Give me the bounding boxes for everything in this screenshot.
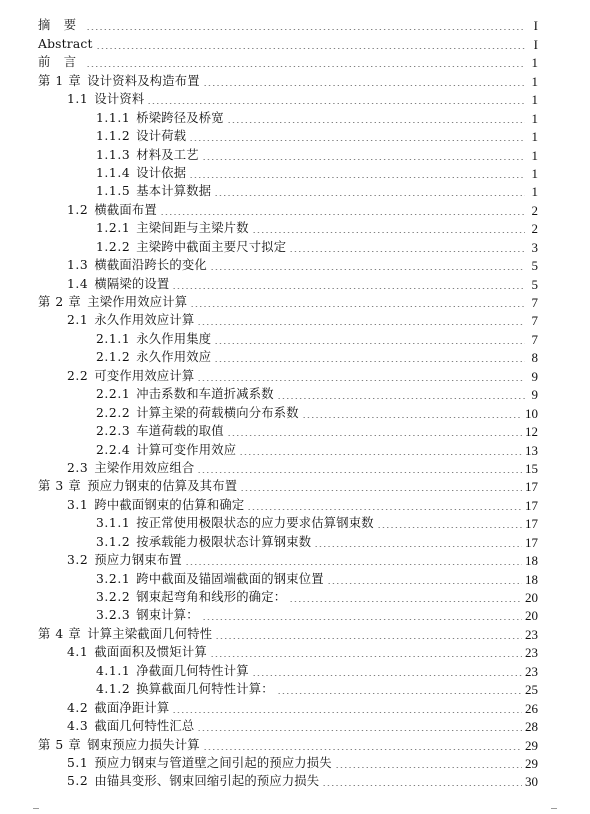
toc-entry-number: 第 2 章 [38, 295, 82, 309]
dot-leader [240, 490, 522, 491]
toc-entry[interactable] [38, 623, 538, 641]
toc-entry-number: 4.1 [67, 645, 89, 660]
toc-entry-number: 4.1.2 [96, 682, 131, 697]
toc-entry-title: 冲击系数和车道折减系数 [136, 387, 274, 402]
toc-entry-page-number: 29 [525, 737, 538, 753]
toc-entry[interactable] [38, 328, 538, 346]
toc-entry-number: 1.1.4 [96, 165, 131, 180]
toc-entry-number: 1.1.1 [96, 110, 131, 125]
toc-entry[interactable] [38, 421, 538, 439]
toc-entry-page-number: 29 [525, 755, 538, 771]
toc-entry-number: 2.2.1 [96, 387, 131, 402]
dot-leader [239, 454, 522, 455]
dot-leader [252, 675, 522, 676]
toc-entry-title: 预应力钢束的估算及其布置 [87, 479, 238, 494]
dot-leader [327, 583, 522, 584]
toc-entry-title: 桥梁跨径及桥宽 [136, 110, 224, 125]
toc-entry-title: 截面净距计算 [94, 700, 170, 715]
toc-entry-title: 换算截面几何特性计算： [136, 682, 274, 697]
toc-entry[interactable] [38, 513, 538, 531]
toc-entry[interactable] [38, 144, 538, 162]
toc-entry-title: Abstract [38, 36, 93, 51]
toc-entry-title: 跨中截面及锚固端截面的钢束位置 [136, 571, 324, 586]
toc-entry-number: 3.2 [67, 553, 89, 568]
toc-entry-title: 预应力钢束与管道壁之间引起的预应力损失 [94, 755, 332, 770]
toc-entry[interactable] [38, 605, 538, 623]
toc-entry[interactable] [38, 476, 538, 494]
toc-entry[interactable] [38, 642, 538, 660]
toc-entry-title: 截面面积及惯矩计算 [94, 645, 207, 660]
toc-entry-page-number: 5 [531, 276, 538, 292]
toc-entry-page-number: 7 [531, 331, 538, 347]
toc-entry-number: 4.3 [67, 719, 89, 734]
toc-entry-title: 车道荷载的取值 [136, 424, 224, 439]
toc-entry[interactable] [38, 550, 538, 568]
dot-leader [197, 380, 525, 381]
toc-entry[interactable] [38, 716, 538, 734]
toc-entry[interactable] [38, 33, 538, 51]
toc-entry-number: 1.1.3 [96, 147, 131, 162]
toc-entry-title: 钢束起弯角和线形的确定： [136, 590, 287, 604]
toc-entry-page-number: 28 [525, 719, 538, 735]
toc-entry-title: 预应力钢束布置 [94, 553, 182, 568]
dot-leader [210, 656, 522, 657]
toc-entry-title: 设计荷载 [136, 129, 187, 144]
toc-entry-number: 1.1 [67, 92, 89, 107]
dot-leader [203, 85, 525, 86]
toc-entry-page-number: 9 [531, 387, 538, 403]
dot-leader [197, 324, 525, 325]
toc-entry[interactable] [38, 199, 538, 217]
toc-entry-title: 横截面沿跨长的变化 [94, 258, 207, 273]
toc-entry[interactable] [38, 679, 538, 697]
toc-entry-title: 主梁跨中截面主要尺寸拟定 [136, 239, 287, 254]
toc-entry-page-number: 17 [525, 534, 538, 550]
toc-entry-number: 2.1.2 [96, 350, 131, 365]
toc-entry-page-number: 17 [525, 479, 538, 495]
dot-leader [252, 232, 525, 233]
toc-entry[interactable] [38, 255, 538, 273]
toc-entry-title: 由锚具变形、钢束回缩引起的预应力损失 [94, 774, 320, 789]
toc-entry[interactable] [38, 568, 538, 586]
toc-entry-number: 第 4 章 [38, 626, 82, 641]
toc-entry-page-number: 3 [531, 239, 538, 255]
toc-entry-page-number: 1 [531, 110, 538, 126]
toc-entry-number: 3.2.3 [96, 608, 131, 623]
toc-entry[interactable] [38, 402, 538, 420]
toc-entry-title: 计算主梁的荷载横向分布系数 [136, 405, 299, 420]
toc-entry-number: 1.1.2 [96, 129, 131, 144]
toc-entry[interactable] [38, 236, 538, 254]
dot-leader [227, 122, 525, 123]
dot-leader [289, 601, 522, 602]
toc-entry[interactable] [38, 126, 538, 144]
toc-entry[interactable] [38, 660, 538, 678]
dot-leader [172, 712, 522, 713]
toc-entry-title: 可变作用效应计算 [94, 368, 195, 383]
toc-entry-page-number: 20 [525, 590, 538, 605]
toc-entry-page-number: 17 [525, 497, 538, 513]
page-corner-mark-left [33, 808, 39, 809]
toc-entry[interactable] [38, 439, 538, 457]
toc-entry-page-number: 1 [531, 92, 538, 108]
dot-leader [247, 509, 522, 510]
dot-leader [214, 343, 525, 344]
toc-entry-page-number: 8 [531, 350, 538, 366]
toc-entry-title: 按承载能力极限状态计算钢束数 [136, 534, 312, 549]
toc-entry-page-number: 7 [531, 313, 538, 329]
dot-leader [197, 472, 522, 473]
toc-entry-page-number: 5 [531, 258, 538, 274]
toc-entry[interactable] [38, 384, 538, 402]
toc-entry-page-number: 23 [525, 626, 538, 642]
toc-entry-page-number: 1 [531, 184, 538, 200]
dot-leader [197, 730, 522, 731]
toc-entry-page-number: 18 [525, 571, 538, 587]
toc-entry-number: 4.2 [67, 700, 89, 715]
toc-entry-title: 截面几何特性汇总 [94, 719, 195, 734]
toc-entry-title: 永久作用集度 [136, 331, 212, 346]
toc-entry-number: 5.1 [67, 755, 89, 770]
dot-leader [190, 306, 525, 307]
dot-leader [189, 177, 525, 178]
dot-leader [302, 417, 522, 418]
toc-entry-number: 3.2.1 [96, 571, 131, 586]
toc-entry-title: 永久作用效应 [136, 350, 212, 365]
toc-entry[interactable] [38, 734, 538, 752]
dot-leader [227, 435, 522, 436]
toc-entry[interactable] [38, 587, 538, 605]
toc-entry[interactable] [38, 15, 538, 33]
toc-entry-title: 计算主梁截面几何特性 [87, 626, 213, 641]
toc-entry[interactable] [38, 697, 538, 715]
toc-entry-title: 永久作用效应计算 [94, 313, 195, 328]
toc-entry-number: 摘 要 [38, 18, 77, 33]
toc-entry-number: 1.3 [67, 258, 89, 273]
toc-entry-title: 钢束预应力损失计算 [87, 737, 200, 752]
toc-entry-title: 横截面布置 [94, 202, 157, 217]
dot-leader [160, 214, 525, 215]
dot-leader [86, 66, 525, 67]
toc-entry-title: 材料及工艺 [136, 147, 199, 162]
toc-entry-title: 横隔梁的设置 [94, 276, 170, 291]
toc-entry-page-number: 7 [531, 295, 538, 310]
toc-entry-page-number: 25 [525, 682, 538, 698]
toc-entry-title: 主梁作用效应组合 [94, 460, 195, 475]
page-corner-mark-right [551, 808, 557, 809]
dot-leader [289, 251, 525, 252]
toc-entry-number: 2.1 [67, 313, 89, 328]
toc-entry[interactable] [38, 292, 538, 310]
dot-leader [215, 638, 522, 639]
toc-entry-title: 钢束计算： [136, 608, 199, 623]
toc-entry-page-number: 12 [525, 424, 538, 440]
toc-entry-page-number: 18 [525, 553, 538, 569]
toc-entry-title: 按正常使用极限状态的应力要求估算钢束数 [136, 516, 374, 531]
toc-entry[interactable] [38, 531, 538, 549]
toc-entry-page-number: 23 [525, 645, 538, 661]
toc-entry-title: 基本计算数据 [136, 184, 212, 199]
toc-entry-number: 2.1.1 [96, 331, 131, 346]
toc-entry-page-number: 1 [531, 73, 538, 89]
toc-entry-page-number: I [533, 36, 538, 52]
toc-entry-number: 1.2 [67, 202, 89, 217]
table-of-contents [38, 15, 538, 789]
dot-leader [277, 398, 525, 399]
toc-entry[interactable] [38, 494, 538, 512]
toc-entry[interactable] [38, 52, 538, 70]
toc-entry-page-number: 20 [525, 608, 538, 624]
toc-entry-number: 3.1.2 [96, 534, 131, 549]
toc-entry[interactable] [38, 347, 538, 365]
toc-entry-number: 2.2.4 [96, 442, 131, 457]
toc-entry-page-number: 9 [531, 368, 538, 384]
toc-entry[interactable] [38, 771, 538, 789]
dot-leader [202, 619, 522, 620]
dot-leader [322, 785, 522, 786]
dot-leader [147, 103, 525, 104]
toc-entry-number: 3.1 [67, 497, 89, 512]
toc-entry-title: 主梁间距与主梁片数 [136, 221, 249, 236]
toc-entry-number: 前 言 [38, 55, 77, 70]
toc-entry[interactable] [38, 163, 538, 181]
dot-leader [277, 693, 522, 694]
toc-entry[interactable] [38, 107, 538, 125]
dot-leader [210, 269, 525, 270]
toc-entry-page-number: 23 [525, 663, 538, 679]
dot-leader [86, 29, 525, 30]
toc-entry-number: 2.2 [67, 368, 89, 383]
toc-entry[interactable] [38, 70, 538, 88]
dot-leader [214, 195, 525, 196]
toc-entry-page-number: 2 [531, 202, 538, 218]
toc-entry-page-number: 10 [525, 405, 538, 421]
toc-entry-number: 第 3 章 [38, 479, 82, 494]
dot-leader [202, 159, 525, 160]
toc-entry-number: 3.2.2 [96, 590, 131, 604]
toc-entry-number: 5.2 [67, 774, 89, 789]
toc-entry-number: 2.3 [67, 460, 89, 475]
toc-entry-page-number: 26 [525, 700, 538, 716]
toc-entry-number: 1.1.5 [96, 184, 131, 199]
toc-entry-number: 3.1.1 [96, 516, 131, 531]
toc-entry-page-number: 1 [531, 129, 538, 145]
toc-entry[interactable] [38, 89, 538, 107]
toc-entry-number: 4.1.1 [96, 663, 131, 678]
toc-entry[interactable] [38, 218, 538, 236]
toc-entry[interactable] [38, 273, 538, 291]
toc-entry-page-number: 17 [525, 516, 538, 532]
toc-entry-page-number: 15 [525, 460, 538, 476]
toc-entry-number: 1.2.1 [96, 221, 131, 236]
dot-leader [214, 361, 525, 362]
toc-entry-title: 跨中截面钢束的估算和确定 [94, 497, 245, 512]
dot-leader [203, 749, 522, 750]
toc-entry-page-number: 1 [531, 147, 538, 163]
toc-entry-number: 2.2.2 [96, 405, 131, 420]
toc-entry-page-number: 1 [531, 55, 538, 71]
toc-entry-title: 设计资料 [94, 92, 145, 107]
dot-leader [172, 288, 525, 289]
toc-entry-number: 1.2.2 [96, 239, 131, 254]
toc-entry-number: 第 5 章 [38, 737, 82, 752]
toc-entry-page-number: I [533, 18, 538, 34]
toc-entry-page-number: 30 [525, 774, 538, 790]
toc-entry-number: 2.2.3 [96, 424, 131, 439]
toc-entry[interactable] [38, 310, 538, 328]
toc-entry[interactable] [38, 181, 538, 199]
toc-entry-title: 计算可变作用效应 [136, 442, 237, 457]
dot-leader [96, 48, 525, 49]
toc-entry[interactable] [38, 753, 538, 771]
dot-leader [377, 527, 522, 528]
toc-entry-page-number: 2 [531, 221, 538, 237]
dot-leader [314, 546, 522, 547]
dot-leader [189, 140, 525, 141]
toc-entry-page-number: 13 [525, 442, 538, 458]
toc-entry[interactable] [38, 365, 538, 383]
toc-entry-number: 1.4 [67, 276, 89, 291]
dot-leader [185, 564, 522, 565]
toc-entry-title: 设计依据 [136, 165, 187, 180]
toc-entry-title: 设计资料及构造布置 [87, 73, 200, 88]
toc-entry-page-number: 1 [531, 165, 538, 181]
toc-entry[interactable] [38, 458, 538, 476]
toc-entry-title: 净截面几何特性计算 [136, 663, 249, 678]
toc-entry-title: 主梁作用效应计算 [87, 295, 188, 309]
dot-leader [335, 767, 522, 768]
toc-entry-number: 第 1 章 [38, 73, 82, 88]
